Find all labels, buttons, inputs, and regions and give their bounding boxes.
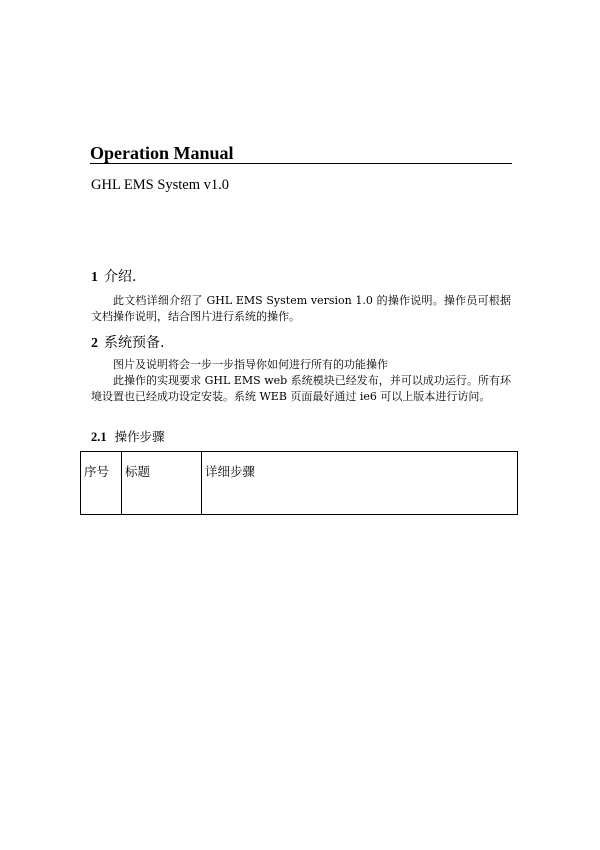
section-2-number: 2 — [91, 336, 98, 351]
section-1-title: 介绍. — [104, 269, 137, 285]
subsection-number: 2.1 — [91, 430, 107, 444]
title-rule — [90, 143, 512, 164]
section-1-heading — [91, 268, 136, 287]
header-detailed-steps: 详细步骤 — [202, 452, 518, 515]
section-2-title: 系统预备. — [104, 335, 165, 351]
header-title: 标题 — [122, 452, 202, 515]
table-header-row — [81, 452, 518, 515]
section-1-paragraph: 此文档详细介绍了 GHL EMS System version 1.0 的操作说明。操作员可根据文档操作说明，结合图片进行系统的操作。 — [91, 294, 511, 323]
steps-table — [80, 451, 518, 515]
header-sequence-number: 序号 — [81, 452, 122, 515]
page-title: Operation Manual — [90, 143, 234, 163]
subsection-2-1-heading — [91, 429, 165, 445]
section-2-heading — [91, 334, 164, 353]
subsection-title: 操作步骤 — [114, 429, 165, 444]
system-version: GHL EMS System v1.0 — [91, 177, 230, 193]
section-1-number: 1 — [91, 270, 98, 285]
section-2-paragraph-2: 此操作的实现要求 GHL EMS web 系统模块已经发布，并可以成功运行。所有环境设置也已经成功设定安装。系统 WEB 页面最好通过 ie6 可以上版本进行访问。 — [91, 374, 511, 403]
section-2-paragraph-1: 图片及说明将会一步一步指导你如何进行所有的功能操作 — [113, 358, 388, 371]
